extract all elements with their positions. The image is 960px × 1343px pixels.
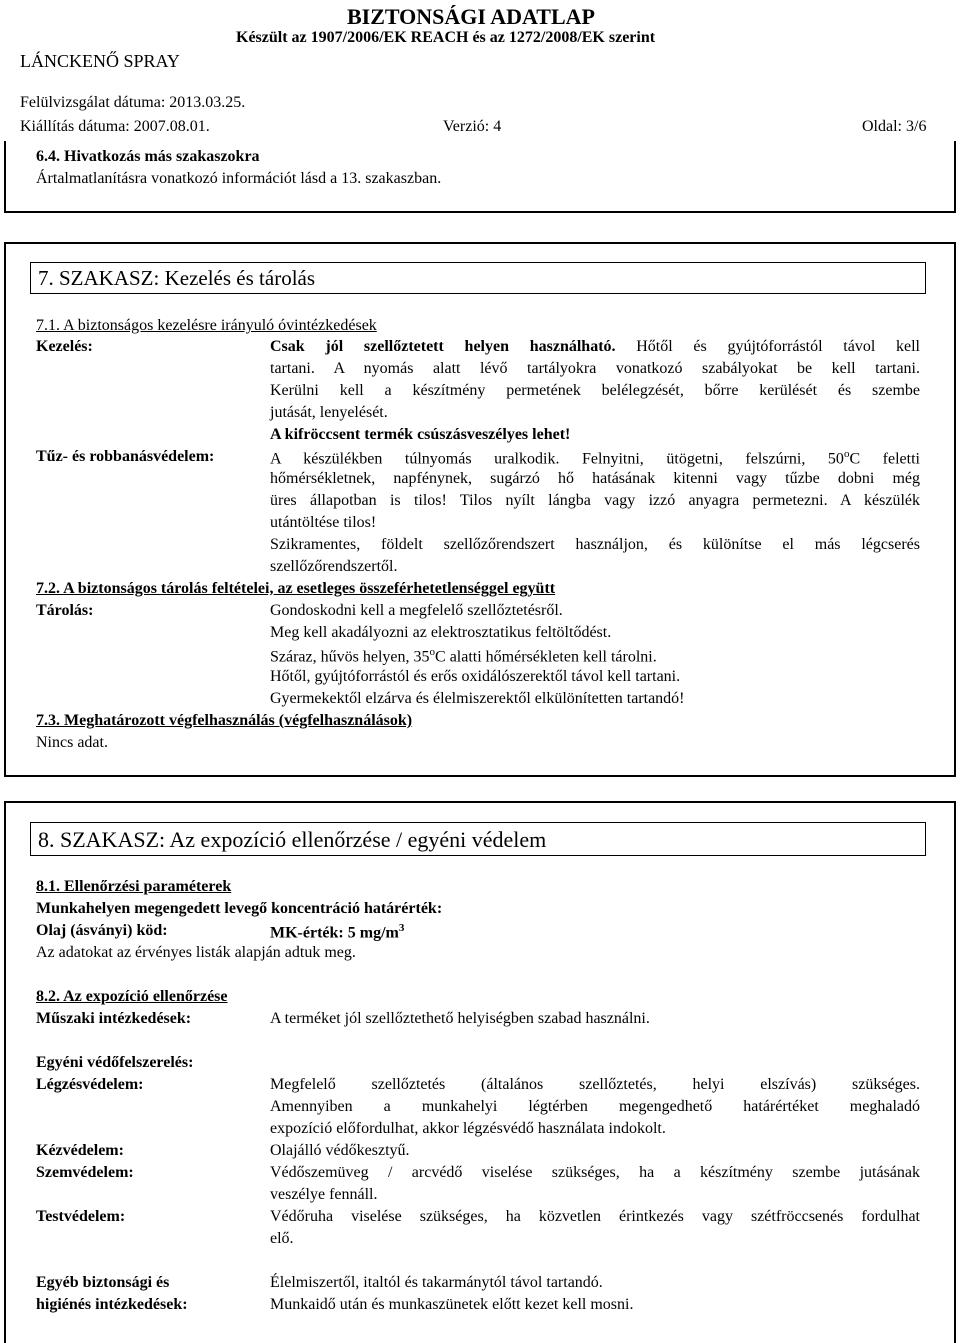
fire-line-5: Szikramentes, földelt szellőzőrendszert használjon, és különítse el más légcserés [270,536,920,553]
section-7-title-bar [30,262,926,294]
ppe-label: Egyéni védőfelszerelés: [36,1054,194,1071]
body-protection-line-1: Védőruha viselése szükséges, ha közvetlen érintkezés vagy szétfröccsenés fordulhat [270,1208,920,1225]
storage-line-3a: Száraz, hűvös helyen, 35 [270,648,430,666]
fire-line-1a: A készülékben túlnyomás uralkodik. Felnyitni, ütögetni, felszúrni, 50 [270,450,844,468]
storage-line-1: Gondoskodni kell a megfelelő szellőztetésről. [270,602,563,619]
storage-line-3 [270,646,657,666]
respiratory-line-1: Megfelelő szellőztetés (általános szellőztetés, helyi elszívás) szükséges. [270,1076,920,1093]
eye-protection-line-2: veszélye fennáll. [270,1186,378,1203]
body-protection-line-2: elő. [270,1230,294,1247]
product-name: LÁNCKENŐ SPRAY [20,51,180,71]
technical-measures-text: A terméket jól szellőztethető helyiségben szabad használni. [270,1010,650,1027]
section-7-3-heading: 7.3. Meghatározott végfelhasználás (végfelhasználások) [36,712,413,729]
degree-sup: o [843,448,850,460]
storage-line-5: Gyermekektől elzárva és élelmiszerektől elkülönítetten tartandó! [270,690,685,707]
hand-protection-label: Kézvédelem: [36,1142,124,1159]
other-measures-line-2: Munkaidő után és munkaszünetek előtt kezet kell mosni. [270,1296,634,1313]
version: Verzió: 4 [443,118,502,135]
exponent-sup: 3 [398,922,405,934]
lists-note: Az adatokat az érvényes listák alapján adtuk meg. [36,944,356,961]
hand-protection-text: Olajálló védőkesztyű. [270,1142,410,1159]
handling-line-1-bold: Csak jól szellőztetett helyen használható. [270,338,616,355]
respiratory-line-3: expozíció előfordulhat, akkor légzésvédő használata indokolt. [270,1120,666,1137]
fire-line-4: utántöltése tilos! [270,514,377,531]
section-6-4-heading: 6.4. Hivatkozás más szakaszokra [36,148,260,165]
degree-sup: o [429,646,436,658]
handling-label: Kezelés: [36,338,93,355]
oil-mist-label: Olaj (ásványi) köd: [36,922,168,939]
workplace-limit-heading: Munkahelyen megengedett levegő koncentráció határérték: [36,900,443,917]
storage-line-3b: C alatti hőmérsékleten kell tárolni. [435,648,657,666]
storage-line-2: Meg kell akadályozni az elektrosztatikus feltöltődést. [270,624,612,641]
section-7-title: 7. SZAKASZ: Kezelés és tárolás [38,266,316,290]
technical-measures-label: Műszaki intézkedések: [36,1010,192,1027]
regulation-note: Készült az 1907/2006/EK REACH és az 1272/2008/EK szerint [236,29,656,46]
other-measures-label-1: Egyéb biztonsági és [36,1274,170,1291]
handling-line-5: A kifröccsent termék csúszásveszélyes lehet! [270,426,571,443]
eye-protection-label: Szemvédelem: [36,1164,134,1181]
section-7-3-text: Nincs adat. [36,734,108,751]
handling-line-1 [270,338,920,356]
respiratory-label: Légzésvédelem: [36,1076,144,1093]
storage-line-4: Hőtől, gyújtóforrástól és erős oxidálószerektől távol kell tartani. [270,668,681,685]
document-title: BIZTONSÁGI ADATLAP [347,4,595,29]
issue-date: Kiállítás dátuma: 2007.08.01. [20,118,210,135]
respiratory-line-2: Amennyiben a munkahelyi légtérben megengedhető határértéket meghaladó [270,1098,920,1115]
page-number: Oldal: 3/6 [862,118,927,135]
fire-line-1 [270,448,920,468]
eye-protection-line-1: Védőszemüveg / arcvédő viselése szükséges, ha a készítmény szembe jutásának [270,1164,920,1181]
body-protection-label: Testvédelem: [36,1208,126,1225]
handling-line-4: jutását, lenyelését. [270,404,388,421]
fire-line-2: hőmérsékletnek, napfénynek, sugárzó hő hatásának kitenni vagy tűzbe dobni még [270,470,920,487]
revision-date: Felülvizsgálat dátuma: 2013.03.25. [20,94,246,111]
storage-label: Tárolás: [36,602,94,619]
fire-protection-label: Tűz- és robbanásvédelem: [36,448,215,465]
fire-line-6: szellőzőrendszertől. [270,558,398,575]
section-7-1-heading: 7.1. A biztonságos kezelésre irányuló óvintézkedések [36,317,377,334]
section-8-title: 8. SZAKASZ: Az expozíció ellenőrzése / egyéni védelem [38,827,547,852]
oil-mist-value [270,922,404,942]
section-8-title-bar [30,822,926,856]
other-measures-line-1: Élelmiszertől, italtól és takarmánytól távol tartandó. [270,1274,603,1291]
fire-line-1b: C feletti [849,450,920,468]
section-6-4-text: Ártalmatlanításra vonatkozó információt lásd a 13. szakaszban. [36,170,442,187]
handling-line-2: tartani. A nyomás alatt lévő tartályokra vonatkozó szabályokat be kell tartani. [270,360,920,377]
section-7-2-heading: 7.2. A biztonságos tárolás feltételei, az esetleges összeférhetetlenséggel együtt [36,580,556,597]
handling-line-1-rest: Hőtől és gyújtóforrástól távol kell [615,338,920,355]
other-measures-label-2: higiénés intézkedések: [36,1296,188,1313]
oil-mist-value-text: MK-érték: 5 mg/m [270,924,399,942]
handling-line-3: Kerülni kell a készítmény permetének belélegzését, bőrre kerülését és szembe [270,382,920,399]
fire-line-3: üres állapotban is tilos! Tilos nyílt lángba vagy izzó anyagra permetezni. A készülék [270,492,920,509]
section-8-2-heading: 8.2. Az expozíció ellenőrzése [36,988,228,1005]
section-8-1-heading: 8.1. Ellenőrzési paraméterek [36,878,232,895]
